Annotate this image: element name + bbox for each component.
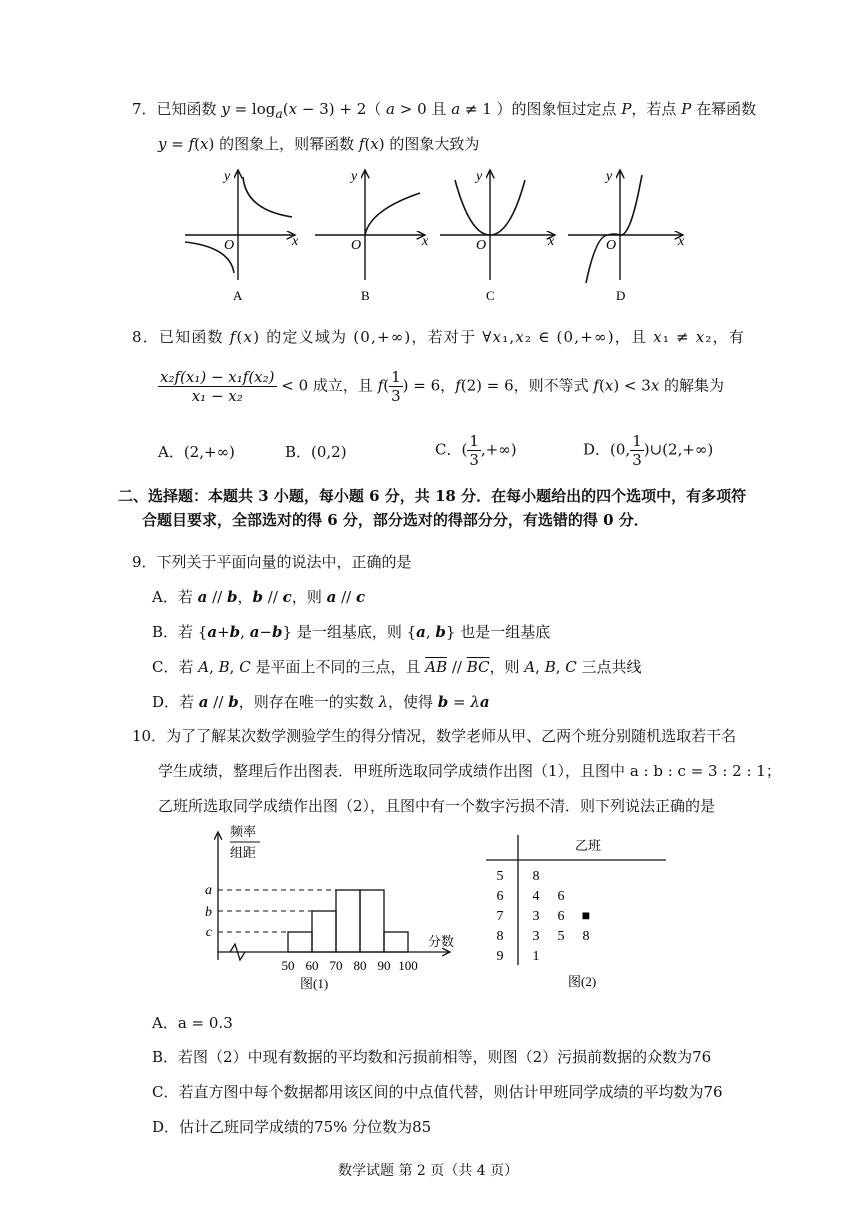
q8-line1: 8．已知函数 f(x) 的定义域为 (0,+∞)，若对于 ∀x₁,x₂ ∈ (0,+∞)，且 x₁ ≠ x₂，有 <box>132 328 746 346</box>
q9-option-a: A．若 a // b，b // c，则 a // c <box>152 588 366 606</box>
page-footer: 数学试题 第 2 页（共 4 页） <box>338 1163 519 1179</box>
svg-text:y: y <box>224 169 231 184</box>
svg-text:A: A <box>233 288 243 303</box>
q8-option-c: C．( $\frac{1}{3}$ ,+∞) <box>435 432 517 469</box>
q9-option-b: B．若 {a+b, a−b} 是一组基底，则 {a, b} 也是一组基底 <box>152 623 551 641</box>
hist-tick-label: 100 <box>398 958 418 973</box>
q7-line1: 7．已知函数 $y = \log_a(x - 3) + 2$（ a > 0 且 a ≠ 1 ）的图象恒过定点 P，若点 P 在幂函数 <box>132 100 757 121</box>
svg-text:O: O <box>606 238 617 253</box>
hist-ticks <box>282 958 418 973</box>
q10-option-b: B．若图（2）中现有数据的平均数和污损前相等，则图（2）污损前数据的众数为76 <box>152 1048 712 1066</box>
hist-bar <box>336 890 360 952</box>
stem-leaf-figure-2 <box>478 830 678 1000</box>
hist-ylabel-top: 频率 <box>230 824 257 839</box>
hist-caption: 图(1) <box>300 976 329 991</box>
svg-text:x: x <box>292 234 299 249</box>
q10-option-d: D．估计乙班同学成绩的75% 分位数为85 <box>152 1118 432 1136</box>
hist-tick-label: 70 <box>329 958 343 973</box>
section2-line1: 二、选择题：本题共 3 小题，每小题 6 分，共 18 分．在每小题给出的四个选项中，有多项符 <box>118 487 747 505</box>
stemleaf-stem: 9 <box>496 949 504 964</box>
q10-line1: 10．为了了解某次数学测验学生的得分情况，数学老师从甲、乙两个班分别随机选取若干名 <box>132 727 737 745</box>
stemleaf-rows <box>497 869 591 964</box>
graph-c <box>440 169 555 303</box>
hist-xlabel: 分数 <box>428 934 455 949</box>
stemleaf-leaf: 8 <box>582 929 590 944</box>
graph-d <box>568 169 685 303</box>
hist-ylabel-bottom: 组距 <box>230 845 257 860</box>
hist-bar <box>360 890 384 952</box>
q8-line2: $\frac{\text{x₂f(x₁) − x₁f(x₂)}}{\text{x₁ − x₂}}$ < 0 成立，且 f( $\frac{1}{3}$ ) = 6，f(2) = 6，则不等式 f(x) < 3x 的解集为 <box>160 368 725 405</box>
hist-tick-label: 80 <box>353 958 367 973</box>
svg-text:y: y <box>351 169 358 184</box>
q9-stem: 9．下列关于平面向量的说法中，正确的是 <box>132 553 412 571</box>
stemleaf-leaf: 8 <box>532 869 540 884</box>
svg-text:y: y <box>606 169 613 184</box>
hist-bars <box>218 890 408 952</box>
stemleaf-stem: 8 <box>496 929 504 944</box>
stemleaf-header: 乙班 <box>575 838 602 853</box>
stemleaf-leaf: 5 <box>557 929 565 944</box>
section2-line2: 合题目要求，全部选对的得 6 分，部分选对的得部分分，有选错的得 0 分． <box>142 511 649 529</box>
svg-text:O: O <box>351 238 362 253</box>
svg-text:x: x <box>422 234 429 249</box>
svg-text:D: D <box>616 288 626 303</box>
svg-text:C: C <box>486 288 495 303</box>
stemleaf-leaf: 3 <box>532 909 540 924</box>
q8-option-b: B．(0,2) <box>285 443 347 461</box>
stemleaf-caption: 图(2) <box>568 974 597 989</box>
graph-a <box>185 169 299 303</box>
q7-line2: y = f(x) 的图象上，则幂函数 f(x) 的图象大致为 <box>158 135 480 153</box>
hist-level-c: c <box>205 925 212 940</box>
stemleaf-stem: 7 <box>496 909 504 924</box>
q9-option-c: C．若 A, B, C 是平面上不同的三点，且 $\overline{AB} // \overline{BC}$，则 A, B, C 三点共线 <box>152 658 642 676</box>
hist-level-b: b <box>205 905 212 920</box>
svg-text:O: O <box>476 238 487 253</box>
stemleaf-leaf: 6 <box>557 889 565 904</box>
q10-line3: 乙班所选取同学成绩作出图（2），且图中有一个数字污损不清．则下列说法正确的是 <box>158 797 716 815</box>
hist-tick-label: 60 <box>305 958 319 973</box>
histogram-figure-1 <box>200 822 470 1002</box>
stemleaf-leaf: 6 <box>557 909 565 924</box>
q10-option-a: A．a = 0.3 <box>152 1014 233 1032</box>
svg-text:B: B <box>361 288 370 303</box>
svg-text:O: O <box>224 238 235 253</box>
q8-option-d: D．(0, $\frac{1}{3}$ )∪(2,+∞) <box>583 432 714 469</box>
stemleaf-leaf: 4 <box>532 889 540 904</box>
svg-text:x: x <box>548 234 555 249</box>
stemleaf-stem: 6 <box>496 889 504 904</box>
hist-bar <box>312 911 336 952</box>
hist-level-a: a <box>205 883 212 898</box>
stemleaf-leaf: 3 <box>532 929 540 944</box>
hist-tick-label: 90 <box>377 958 391 973</box>
stemleaf-leaf: 1 <box>532 949 540 964</box>
svg-text:x: x <box>678 234 685 249</box>
hist-tick-label: 50 <box>281 958 295 973</box>
q9-option-d: D．若 a // b，则存在唯一的实数 λ，使得 b = λa <box>152 693 490 711</box>
hist-bar <box>288 932 312 952</box>
q10-option-c: C．若直方图中每个数据都用该区间的中点值代替，则估计甲班同学成绩的平均数为76 <box>152 1083 723 1101</box>
hist-bar <box>384 932 408 952</box>
q8-option-a: A．(2,+∞) <box>158 443 235 461</box>
svg-text:y: y <box>476 169 483 184</box>
q10-line2: 学生成绩，整理后作出图表．甲班所选取同学成绩作出图（1），且图中 a : b : c = 3 : 2 : 1； <box>158 762 781 780</box>
q7-graphs <box>180 165 700 310</box>
stemleaf-stem: 5 <box>496 869 504 884</box>
graph-b <box>315 169 429 303</box>
q8-fraction: $\frac{\text{x₂f(x₁) − x₁f(x₂)}}{\text{x₁ − x₂}}$ <box>160 368 275 405</box>
stemleaf-leaf: ■ <box>581 909 591 924</box>
